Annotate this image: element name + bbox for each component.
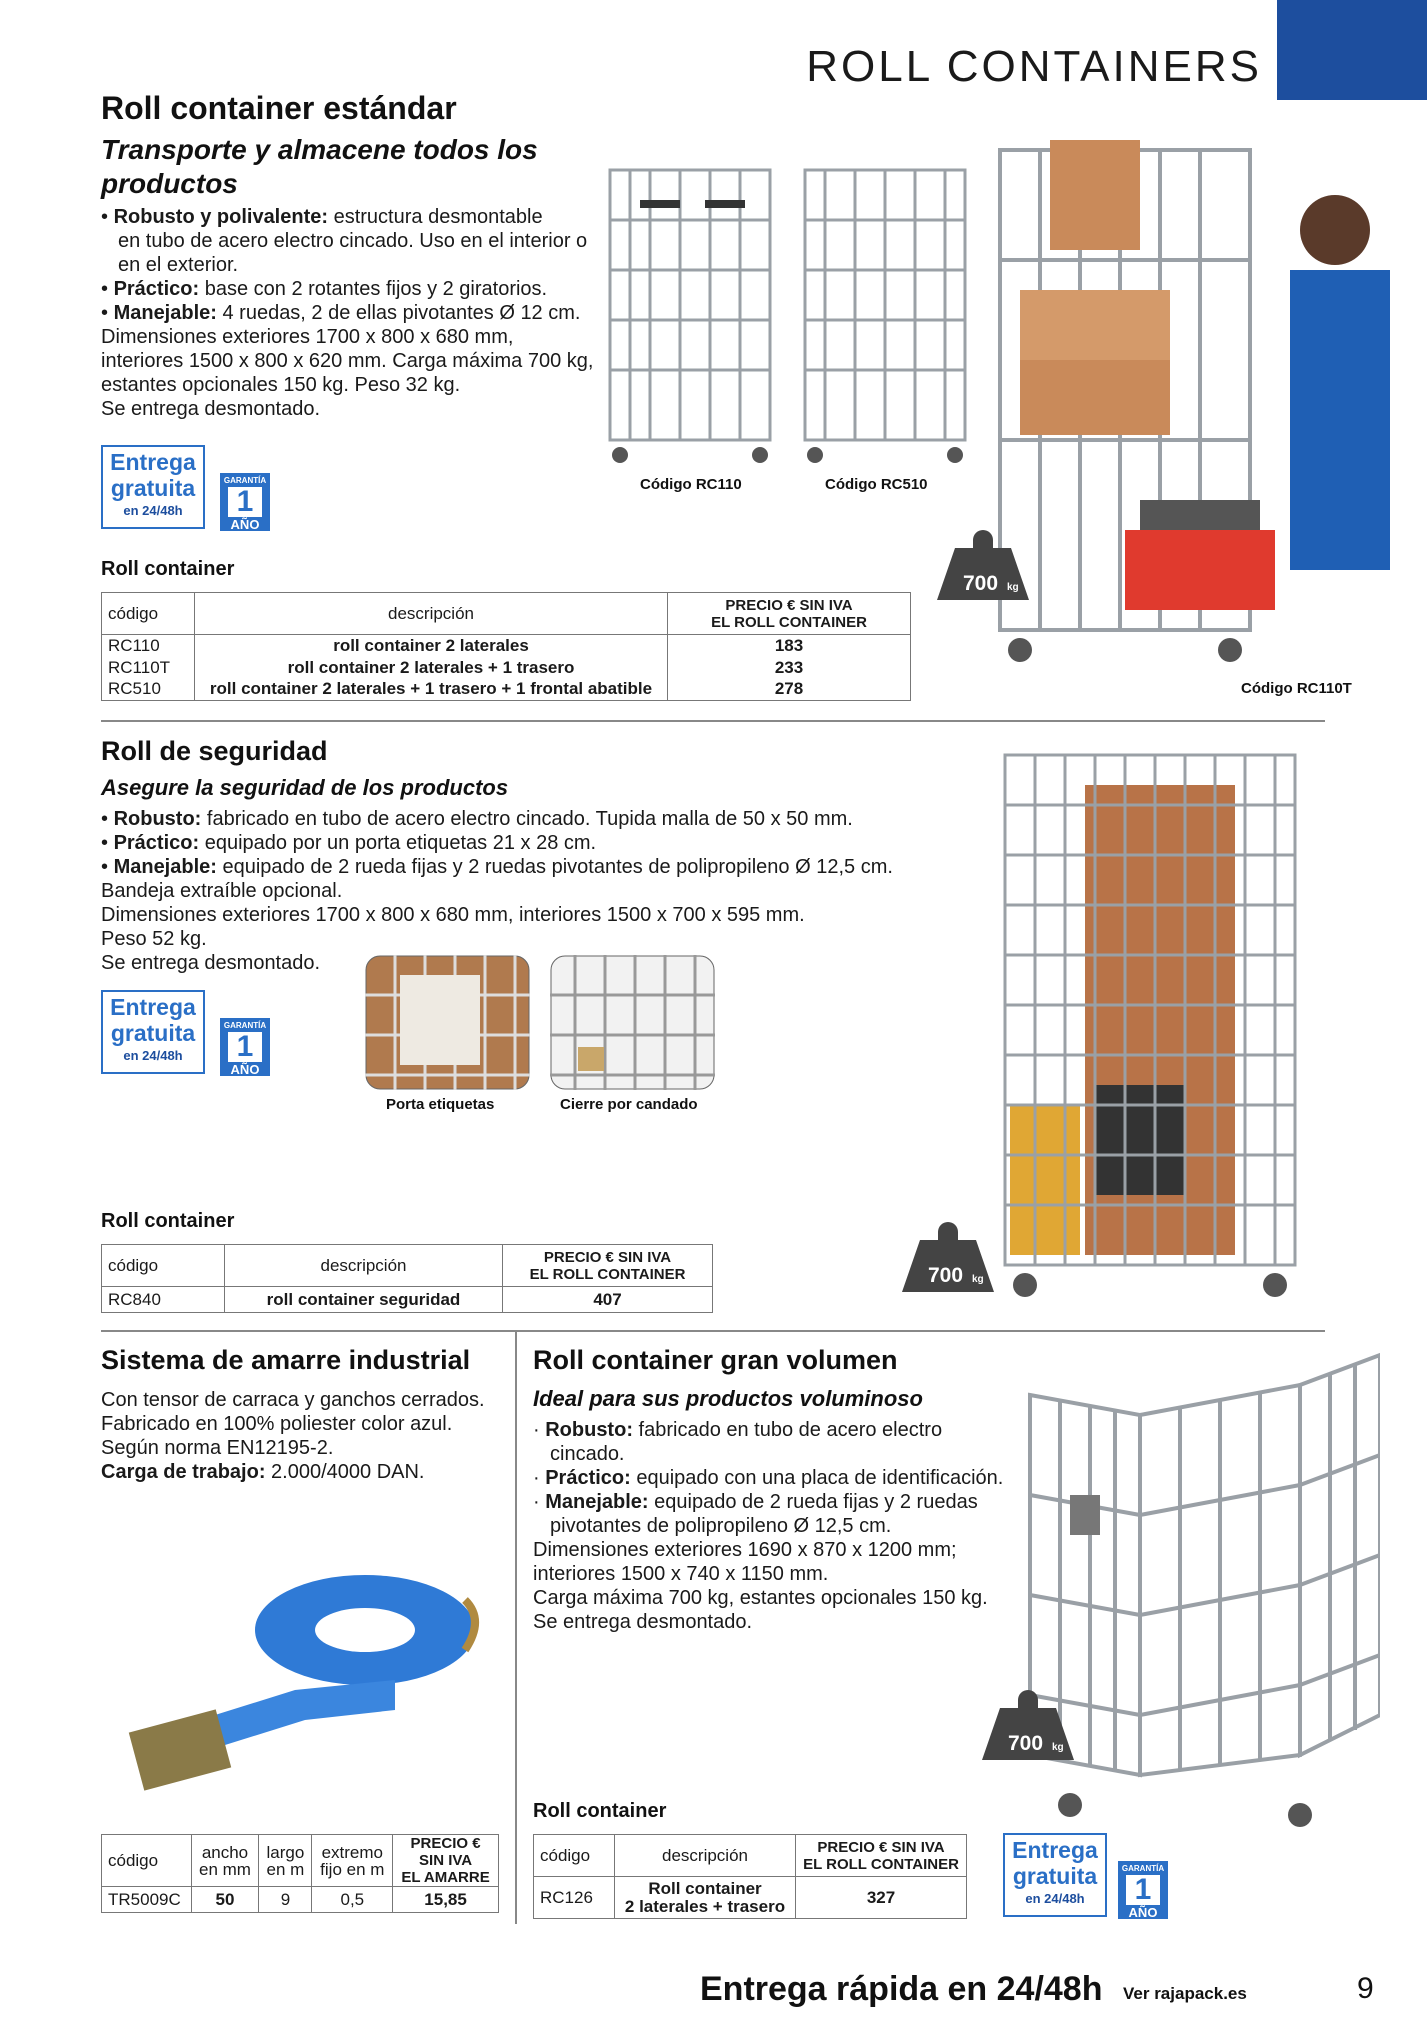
table-row: TR5009C 50 9 0,5 15,85: [102, 1887, 499, 1913]
large-volume-roll-container-image: [1010, 1345, 1380, 1845]
bullet-continuation: en tubo de acero electro cincado. Uso en el interior o en el exterior.: [118, 230, 588, 276]
page-number: 9: [1357, 1972, 1374, 2005]
roll-container-rc110t-with-worker-image: [990, 110, 1420, 690]
svg-text:kg: kg: [1007, 582, 1019, 593]
product-description: [101, 205, 601, 421]
product-title: Roll container estándar: [101, 90, 457, 126]
padlock-closure-image: [550, 955, 715, 1090]
product-title: Roll container gran volumen: [533, 1345, 898, 1375]
footer-website-link[interactable]: Ver rajapack.es: [1123, 1984, 1247, 2003]
table-row: RC126 Roll container 2 laterales + trasero 327: [534, 1877, 967, 1919]
svg-text:kg: kg: [1052, 1742, 1064, 1753]
product-title: Roll de seguridad: [101, 736, 328, 766]
section-divider: [101, 1330, 1325, 1332]
bullet: • Práctico: base con 2 rotantes fijos y 2 giratorios.: [101, 278, 548, 300]
free-delivery-badge: Entrega gratuita en 24/48h: [101, 445, 205, 529]
free-delivery-badge: Entrega gratuita en 24/48h: [1003, 1833, 1107, 1917]
svg-text:700: 700: [963, 572, 999, 595]
dimensions-text: Dimensiones exteriores 1700 x 800 x 680 mm, interiores 1500 x 800 x 620 mm. Carga máxima 700 kg, estantes opcionales 150 kg. Peso 32 kg.: [101, 326, 594, 396]
warranty-badge: GARANTÍA 1 AÑO: [220, 473, 270, 531]
svg-text:kg: kg: [972, 1274, 984, 1285]
security-roll-container-image: [995, 745, 1315, 1315]
bullet: • Robusto y polivalente: estructura desmontable: [101, 206, 543, 228]
caption-label-holder: Porta etiquetas: [386, 1096, 495, 1113]
product-standard: [101, 90, 601, 421]
ratchet-strap-image: [95, 1540, 505, 1810]
footer-tagline: Entrega rápida en 24/48h: [700, 1970, 1103, 2008]
product-large-volume: [533, 1345, 1033, 1634]
product-title: Sistema de amarre industrial: [101, 1345, 471, 1375]
product-security: [101, 736, 981, 975]
free-delivery-badge: Entrega gratuita en 24/48h: [101, 990, 205, 1074]
table-row: RC510 roll container 2 laterales + 1 trasero + 1 frontal abatible 278: [102, 679, 911, 701]
table-row: RC840 roll container seguridad 407: [102, 1287, 713, 1313]
price-table-large-volume: código descripción PRECIO € SIN IVA EL ROLL CONTAINER RC126 Roll container 2 laterales + trasero 327: [533, 1834, 967, 1919]
caption-padlock: Cierre por candado: [560, 1096, 698, 1113]
col-header-price: PRECIO € SIN IVA EL ROLL CONTAINER: [668, 593, 911, 635]
table-title: Roll container: [101, 1210, 235, 1232]
product-subtitle: Transporte y almacene todos los productos: [101, 134, 538, 199]
table-title: Roll container: [533, 1800, 667, 1822]
column-divider: [515, 1332, 517, 1924]
bullet: • Práctico: equipado por un porta etiquetas 21 x 28 cm.: [101, 832, 597, 854]
product-description: · Robusto: fabricado en tubo de acero electro cincado. · Práctico: equipado con una placa de identificación. · Manejable: equipado de 2 rueda fijas y 2 ruedas pivotantes de polipropileno Ø 12,5 cm. Dimensiones exteriores 1690 x 870 x 1200 mm; interiores 1500 x 740 x 1150 mm. Carga máxima 700 kg, estantes opcionales 150 kg. Se entrega desmontado.: [533, 1419, 1004, 1633]
corner-color-block: [1277, 0, 1427, 100]
caption-rc510: Código RC510: [825, 476, 928, 493]
product-subtitle: Ideal para sus productos voluminoso: [533, 1386, 923, 1411]
section-title: ROLL CONTAINERS: [806, 42, 1262, 91]
price-table-security: código descripción PRECIO € SIN IVA EL ROLL CONTAINER RC840 roll container seguridad 407: [101, 1244, 713, 1313]
bullet: • Manejable: equipado de 2 rueda fijas y 2 ruedas pivotantes de polipropileno Ø 12,5 cm.: [101, 856, 893, 878]
product-lashing-system: [101, 1345, 511, 1484]
caption-rc110: Código RC110: [640, 476, 742, 493]
table-row: RC110 roll container 2 laterales 183: [102, 635, 911, 657]
max-load-weight-icon: [900, 1222, 996, 1296]
table-row: RC110T roll container 2 laterales + 1 trasero 233: [102, 657, 911, 679]
bullet: • Manejable: 4 ruedas, 2 de ellas pivotantes Ø 12 cm.: [101, 302, 581, 324]
product-description: • Robusto: fabricado en tubo de acero electro cincado. Tupida malla de 50 x 50 mm. • Práctico: equipado por un porta etiquetas 21 x 28 cm. • Manejable: equipado de 2 rueda fijas y 2 ruedas pivotantes de polipropileno Ø 12,5 cm. Bandeja extraíble opcional. Dimensiones exteriores 1700 x 800 x 680 mm, interiores 1500 x 700 x 595 mm. Peso 52 kg. Se entrega desmontado.: [101, 807, 981, 975]
table-title: Roll container: [101, 558, 235, 580]
caption-rc110t: Código RC110T: [1241, 680, 1352, 697]
svg-text:700: 700: [928, 1264, 964, 1287]
product-subtitle: Asegure la seguridad de los productos: [101, 775, 509, 800]
max-load-weight-icon: [935, 530, 1031, 604]
price-table-lashing: código ancho en mm largo en m extremo fijo en m PRECIO € SIN IVA EL AMARRE TR5009C 50 9 0,5 15,85: [101, 1834, 499, 1913]
price-table-standard: [101, 592, 911, 701]
warranty-badge: GARANTÍA 1 AÑO: [1118, 1861, 1168, 1919]
roll-container-rc110-rc510-image: [600, 160, 980, 470]
section-divider: [101, 720, 1325, 722]
label-holder-image: [365, 955, 530, 1090]
max-load-weight-icon: [980, 1690, 1076, 1764]
product-description: Con tensor de carraca y ganchos cerrados. Fabricado en 100% poliester color azul. Según norma EN12195-2. Carga de trabajo: 2.000/4000 DAN.: [101, 1389, 485, 1483]
warranty-badge: GARANTÍA 1 AÑO: [220, 1018, 270, 1076]
bullet: • Robusto: fabricado en tubo de acero electro cincado. Tupida malla de 50 x 50 mm.: [101, 808, 853, 830]
svg-text:700: 700: [1008, 1732, 1044, 1755]
col-header-code: código: [102, 593, 195, 635]
delivery-text: Se entrega desmontado.: [101, 398, 321, 420]
col-header-description: descripción: [195, 593, 668, 635]
